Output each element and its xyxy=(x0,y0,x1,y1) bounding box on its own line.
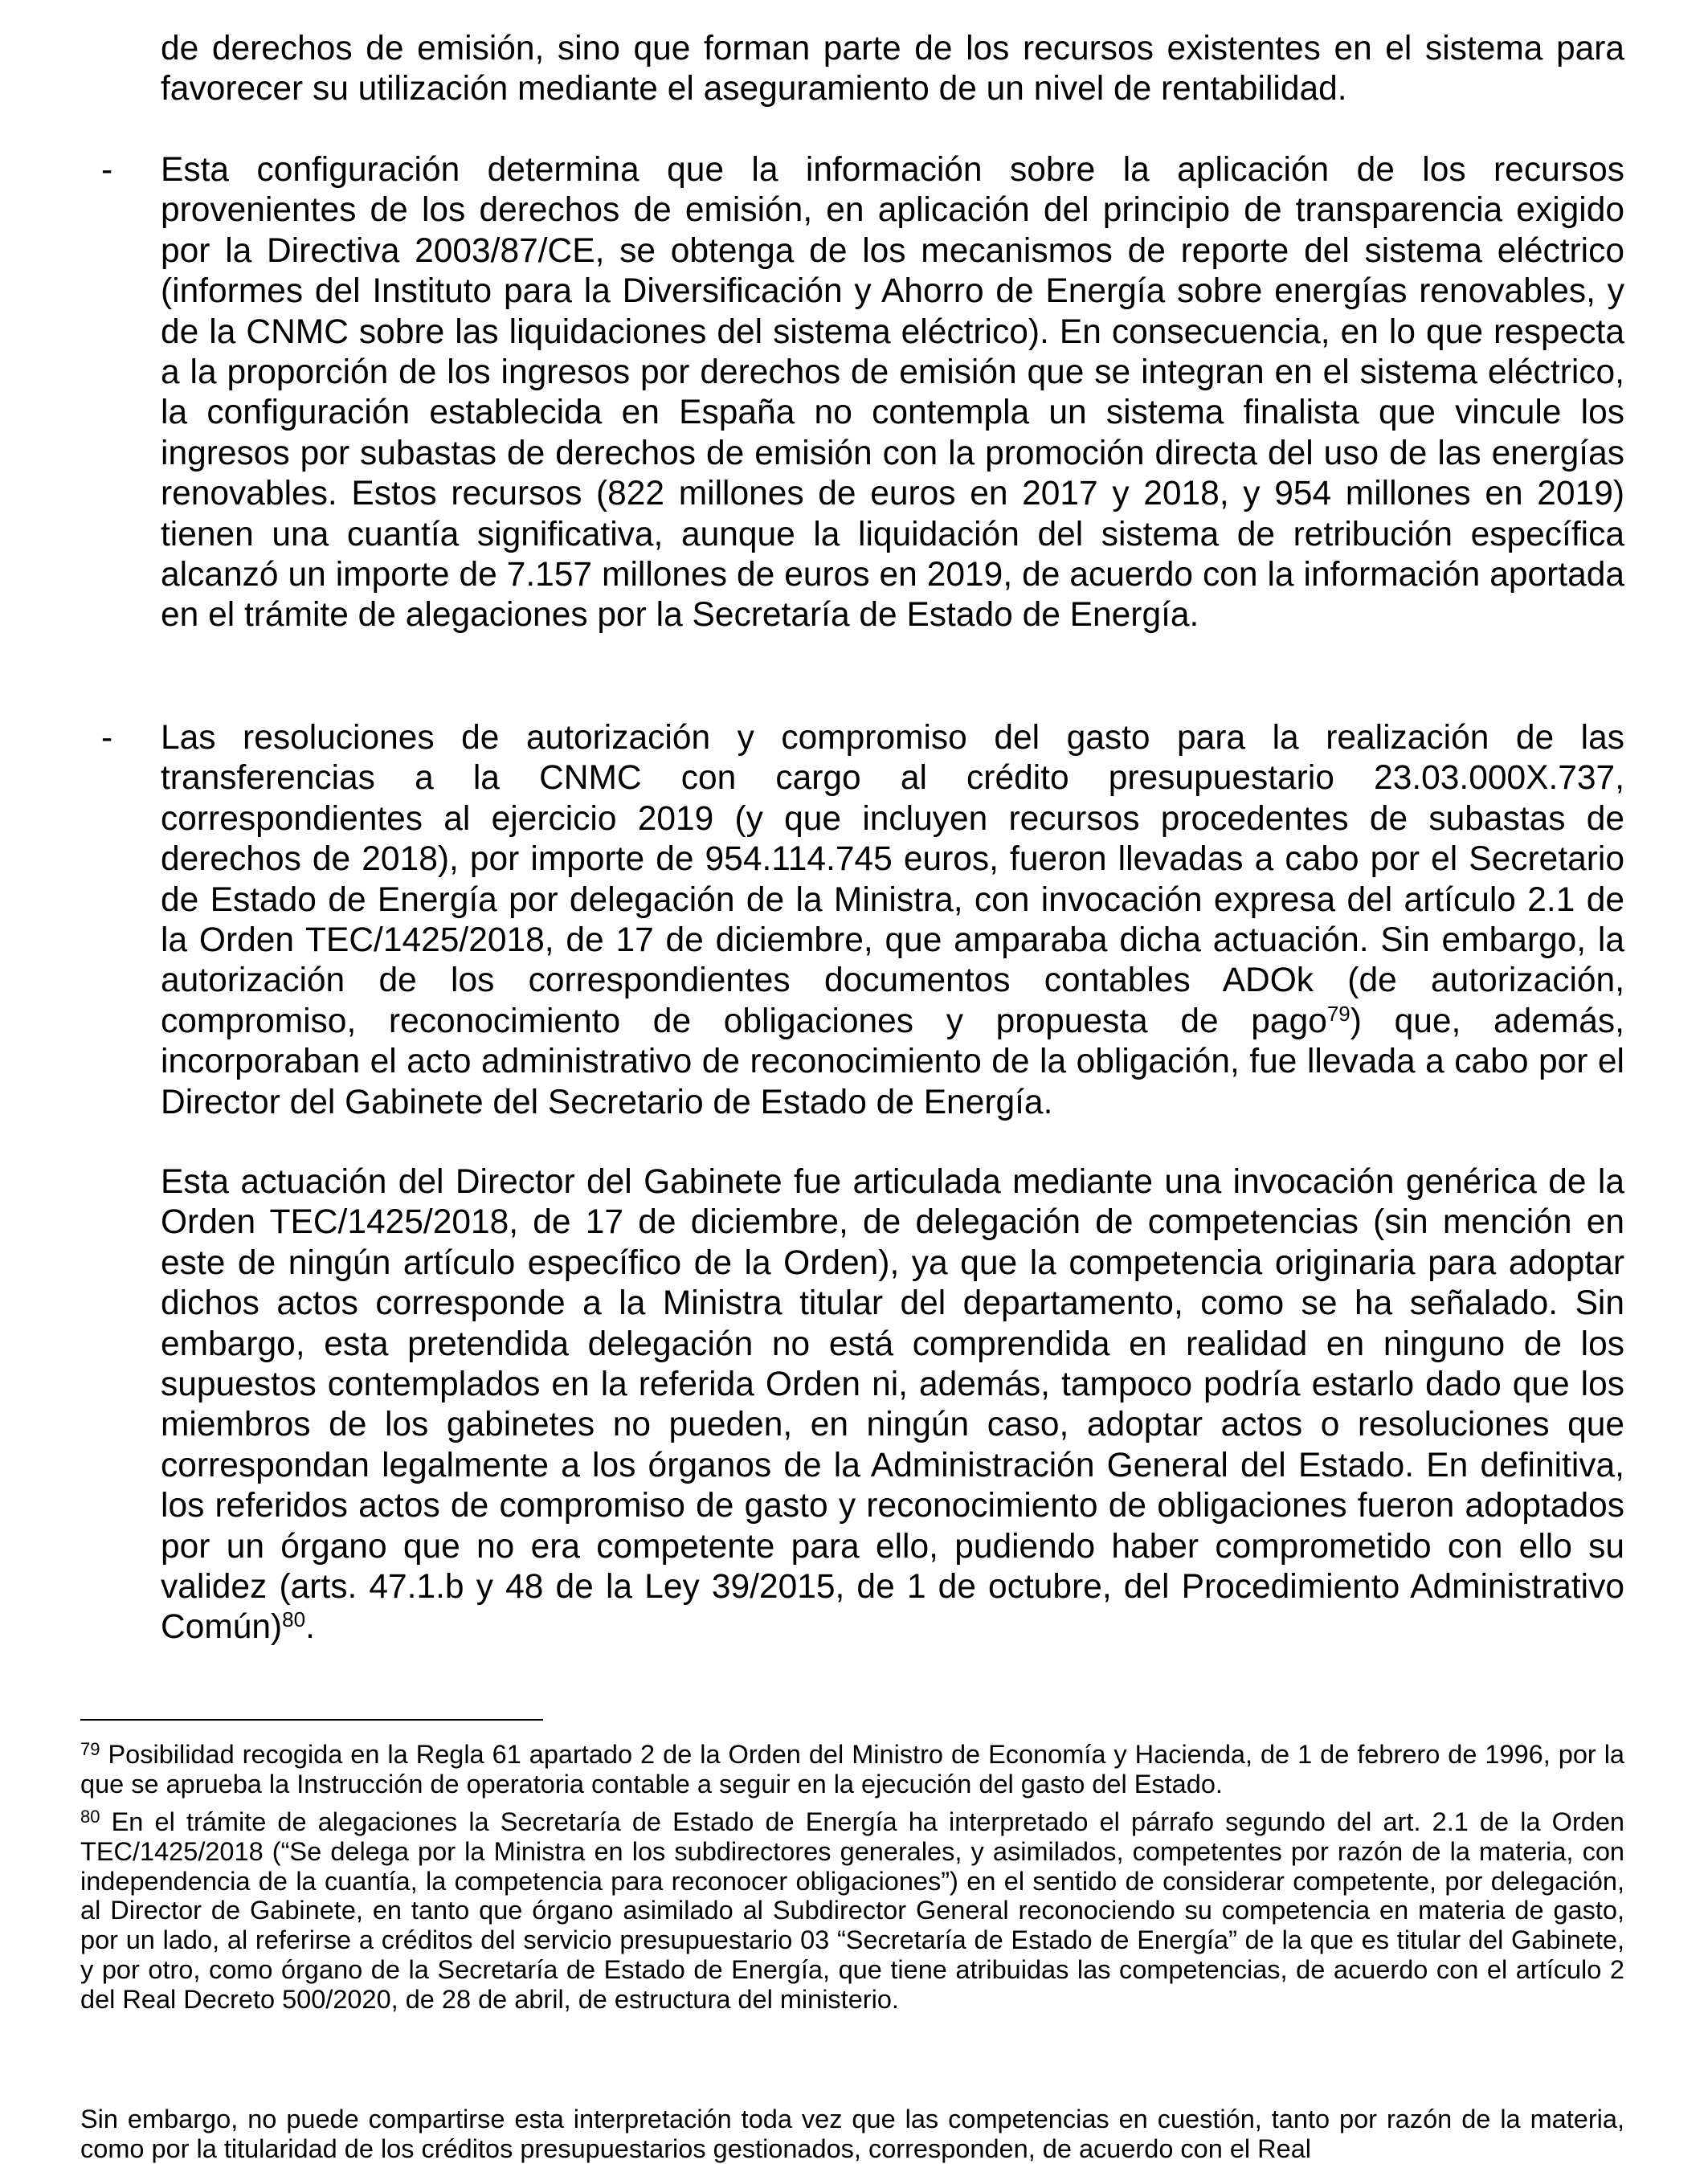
paragraph-resoluciones xyxy=(161,718,1624,1123)
footnote-separator xyxy=(80,1719,543,1721)
footnote-80-continuation: Sin embargo, no puede compartirse esta interpretación toda vez que las competencias en cuestión, tanto por razón de la materia, como por la titularidad de los créditos presupuestarios gestionados, corresponden, de acuerdo con el Real xyxy=(80,2105,1624,2163)
footnote-number: 80 xyxy=(80,1807,100,1827)
footnote-ref-80[interactable]: 80 xyxy=(282,1607,306,1632)
paragraph-text: ) que, además, incorporaban el acto administrativo de reconocimiento de la obligación, fue llevada a cabo por el Director del Gabinete del Secretario de Estado de Energía. xyxy=(161,1002,1624,1121)
paragraph-actuacion xyxy=(161,1162,1624,1648)
paragraph-continuation: de derechos de emisión, sino que forman parte de los recursos existentes en el sistema para favorecer su utilización mediante el aseguramiento de un nivel de rentabilidad. xyxy=(161,30,1624,108)
paragraph-text: Esta actuación del Director del Gabinete fue articulada mediante una invocación genérica de la Orden TEC/1425/2018, de 17 de diciembre, de delegación de competencias (sin mención en este de ningún artículo específico de la Orden), ya que la competencia originaria para adoptar dichos actos corresponde a la Ministra titular del departamento, como se ha señalado. Sin embargo, esta pretendida delegación no está comprendida en realidad en ninguno de los supuestos contemplados en la referida Orden ni, además, tampoco podría estarlo dado que los miembros de los gabinetes no pueden, en ningún caso, adoptar actos o resoluciones que correspondan legalmente a los órganos de la Administración General del Estado. En definitiva, los referidos actos de compromiso de gasto y reconocimiento de obligaciones fueron adoptados por un órgano que no era competente para ello, pudiendo haber comprometido con ello su validez (arts. 47.1.b y 48 de la Ley 39/2015, de 1 de octubre, del Procedimiento Administrativo Común) xyxy=(161,1163,1624,1647)
footnote-ref-79[interactable]: 79 xyxy=(1326,1001,1350,1026)
footnote-number: 79 xyxy=(80,1739,100,1759)
paragraph-configuracion: Esta configuración determina que la información sobre la aplicación de los recursos provenientes de los derechos de emisión, en aplicación del principio de transparencia exigido por la Directiva 2003/87/CE, se obtenga de los mecanismos de reporte del sistema eléctrico (informes del Instituto para la Diversificación y Ahorro de Energía sobre energías renovables, y de la CNMC sobre las liquidaciones del sistema eléctrico). En consecuencia, en lo que respecta a la proporción de los ingresos por derechos de emisión que se integran en el sistema eléctrico, la configuración establecida en España no contempla un sistema finalista que vincule los ingresos por subastas de derechos de emisión con la promoción directa del uso de las energías renovables. Estos recursos (822 millones de euros en 2017 y 2018, y 954 millones en 2019) tienen una cuantía significativa, aunque la liquidación del sistema de retribución específica alcanzó un importe de 7.157 millones de euros en 2019, de acuerdo con la información aportada en el trámite de alegaciones por la Secretaría de Estado de Energía. xyxy=(161,151,1624,635)
paragraph-text: Las resoluciones de autorización y compromiso del gasto para la realización de las transferencias a la CNMC con cargo al crédito presupuestario 23.03.000X.737, correspondientes al ejercicio 2019 (y que incluyen recursos procedentes de subastas de derechos de 2018), por importe de 954.114.745 euros, fueron llevadas a cabo por el Secretario de Estado de Energía por delegación de la Ministra, con invocación expresa del artículo 2.1 de la Orden TEC/1425/2018, de 17 de diciembre, que amparaba dicha actuación. Sin embargo, la autorización de los correspondientes documentos contables ADOk (de autorización, compromiso, reconocimiento de obligaciones y propuesta de pago xyxy=(161,719,1624,1040)
paragraph-text: . xyxy=(305,1608,315,1647)
footnote-text: En el trámite de alegaciones la Secretaría de Estado de Energía ha interpretado el párrafo segundo del art. 2.1 de la Orden TEC/1425/2018 (“Se delega por la Ministra en los subdirectores generales, y asimilados, competentes por razón de la materia, con independencia de la cuantía, la competencia para reconocer obligaciones”) en el sentido de considerar competente, por delegación, al Director de Gabinete, en tanto que órgano asimilado al Subdirector General reconociendo su competencia en materia de gasto, por un lado, al referirse a créditos del servicio presupuestario 03 “Secretaría de Estado de Energía” de la que es titular del Gabinete, y por otro, como órgano de la Secretaría de Estado de Energía, que tiene atribuidas las competencias, de acuerdo con el artículo 2 del Real Decreto 500/2020, de 28 de abril, de estructura del ministerio. xyxy=(80,1807,1624,2014)
list-dash: - xyxy=(101,719,113,757)
footnote-80 xyxy=(80,1807,1624,2015)
footnote-79 xyxy=(80,1740,1624,1799)
list-dash: - xyxy=(101,151,113,189)
footnote-text: Posibilidad recogida en la Regla 61 apartado 2 de la Orden del Ministro de Economía y Hacienda, de 1 de febrero de 1996, por la que se aprueba la Instrucción de operatoria contable a seguir en la ejecución del gasto del Estado. xyxy=(80,1740,1624,1799)
